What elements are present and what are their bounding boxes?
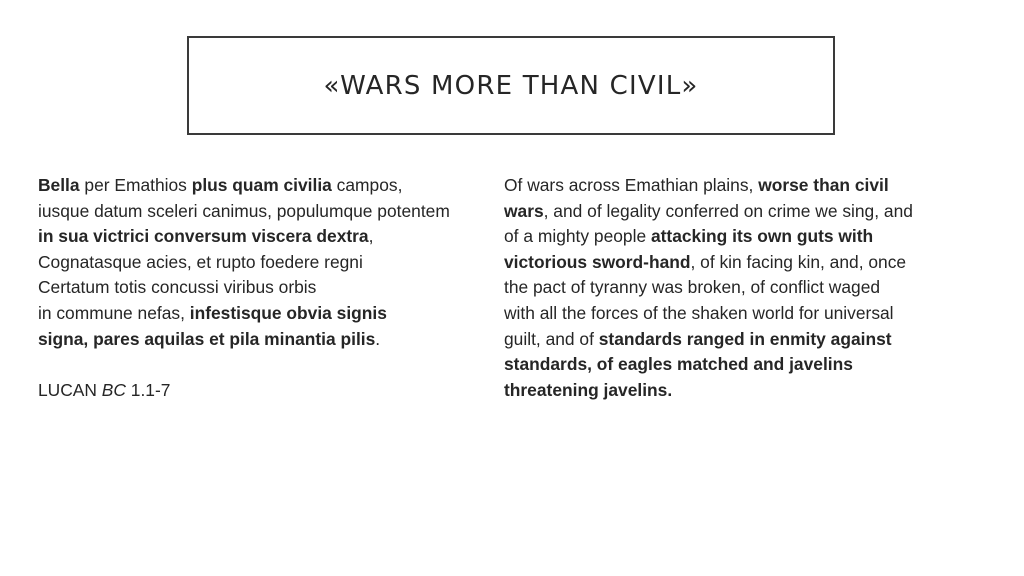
latin-line-1-text-a: per Emathios — [79, 175, 192, 195]
latin-line-7 — [38, 327, 508, 353]
latin-line-3 — [38, 224, 508, 250]
english-line-6: with all the forces of the shaken world for universal — [504, 302, 894, 323]
english-line-4-bold: victorious sword-hand — [504, 251, 691, 272]
slide-title: «WARS MORE THAN CIVIL» — [323, 70, 699, 101]
latin-line-6-bold: infestisque obvia signis — [189, 302, 387, 323]
english-line-8-bold: standards, of eagles matched and javelins — [504, 354, 853, 375]
english-line-1-text: Of wars across Emathian plains, — [504, 175, 759, 195]
latin-line-6-text: in commune nefas, — [38, 302, 190, 323]
latin-line-1-bold-a: Bella — [38, 175, 80, 195]
latin-line-3-text: , — [368, 226, 374, 247]
english-line-7-text: guilt, and of — [504, 328, 599, 349]
english-line-3-text: of a mighty people — [504, 226, 651, 247]
english-line-3-bold: attacking its own guts with — [650, 226, 874, 247]
english-line-3 — [504, 224, 974, 250]
latin-line-5: Certatum totis concussi viribus orbis — [38, 277, 317, 298]
english-line-9 — [504, 378, 974, 404]
latin-line-1-text-b: campos, — [331, 175, 403, 195]
english-line-2-text: , and of legality conferred on crime we sing, and — [543, 200, 913, 221]
latin-line-3-bold: in sua victrici conversum viscera dextra — [38, 226, 369, 247]
latin-line-2: iusque datum sceleri canimus, populumque potentem — [38, 200, 450, 221]
citation-author: LUCAN — [38, 379, 102, 400]
english-line-9-bold: threatening javelins. — [504, 379, 673, 400]
english-line-5: the pact of tyranny was broken, of conflict waged — [504, 277, 881, 298]
latin-text-block — [38, 173, 508, 403]
english-line-7 — [504, 327, 974, 353]
title-box — [187, 36, 835, 135]
latin-line-1-bold-b: plus quam civilia — [191, 175, 332, 195]
latin-line-7-bold: signa, pares aquilas et pila minantia pilis — [38, 328, 376, 349]
citation-ref: 1.1-7 — [125, 379, 171, 400]
english-line-4 — [504, 250, 974, 276]
english-line-4-text: , of kin facing kin, and, once — [690, 251, 907, 272]
english-line-8 — [504, 352, 974, 378]
latin-line-4: Cognatasque acies, et rupto foedere regni — [38, 251, 363, 272]
english-line-1-bold: worse than civil — [758, 175, 889, 195]
english-line-7-bold: standards ranged in enmity against — [598, 328, 892, 349]
english-line-2 — [504, 199, 974, 225]
citation — [38, 378, 508, 404]
spacer — [38, 352, 508, 378]
latin-line-7-text: . — [375, 328, 381, 349]
citation-work: BC — [101, 379, 126, 400]
latin-line-6 — [38, 301, 508, 327]
english-line-1 — [504, 173, 974, 199]
latin-line-1 — [38, 173, 508, 199]
english-text-block — [504, 173, 974, 403]
english-line-2-bold: wars — [504, 200, 544, 221]
